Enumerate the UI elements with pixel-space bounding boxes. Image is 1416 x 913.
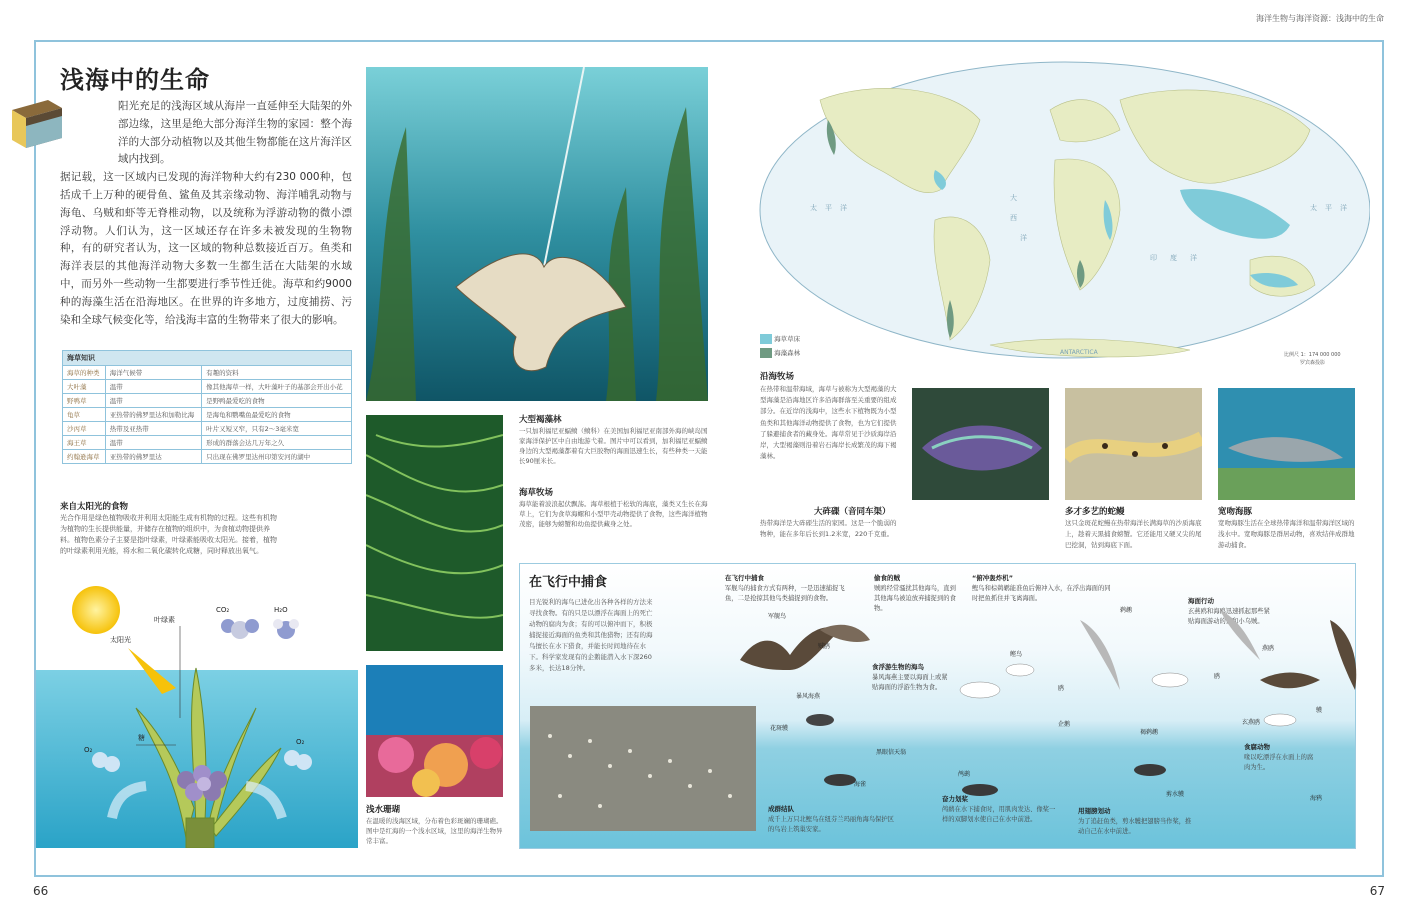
table-row — [63, 394, 352, 408]
ocean-block-icon — [8, 96, 66, 154]
table-cell: 是海龟和鹦嘴鱼最爱吃的食物 — [202, 408, 352, 422]
bird-label-petrel: 鹱 — [1316, 707, 1323, 714]
bird-note-title: 成群结队 — [768, 805, 794, 813]
birds-water — [960, 664, 1296, 726]
eel-text: 这只金斑花蛇鳗在热带海洋长满海草的沙质海底上，趁着天黑捕食螃蟹。它还能用又硬又尖的尾巴挖洞，钻到海底下面。 — [1065, 519, 1202, 549]
clam-text: 热带海洋是大砗磲生活的家园。这是一个脆弱的物种，能在多年后长到1.2米宽，220千克重。 — [760, 519, 897, 538]
ocean-label-4: 大 — [1010, 194, 1017, 202]
bird-label-pelican: 鹈鹕 — [1120, 607, 1133, 614]
table-row — [63, 380, 352, 394]
label-sugar: 糖 — [138, 734, 145, 742]
coastal-heading: 沿海牧场 — [760, 372, 795, 382]
legend-item-seagrass — [760, 334, 800, 344]
sun-icon — [72, 586, 120, 634]
table-cell: 温带 — [105, 436, 201, 450]
map-projection: 罗宾森投影 — [1300, 360, 1326, 366]
ocean-label-2: 平 — [825, 204, 832, 212]
bird-note-text: 玄燕鸥和海鸥迅速抓起那些紧贴海面游动的鱼和小乌贼。 — [1188, 608, 1270, 625]
seabird-illustration — [720, 600, 1360, 840]
bird-label-frigatebird: 军舰鸟 — [768, 613, 787, 620]
table-cell: 亚热带的佛罗里达和加勒比海 — [105, 408, 201, 422]
dolphin-photo — [1218, 388, 1355, 500]
ocean-label-6: 洋 — [1020, 234, 1027, 242]
bird-note-text: 鲣鸟和棕鹈鹕能准鱼后俯冲入水，在浮出海面的同时把鱼抓住并飞离海面。 — [972, 585, 1111, 602]
table-cell: 沙丙草 — [63, 422, 106, 436]
bird-note-title: 在飞行中捕食 — [725, 574, 764, 582]
sunlight-heading: 来自太阳光的食物 — [60, 502, 129, 512]
bird-label-noddy: 玄燕鸥 — [1242, 719, 1261, 726]
bird-label-guillemot: 海鸦 — [1310, 795, 1323, 802]
page-number-right: 67 — [1369, 884, 1385, 898]
seagrass-photo — [366, 415, 503, 651]
kelp-text: 一只加利福尼亚蝠鲼（鲼科）在美国加利福尼亚南部外海的峡岛国家海洋保护区中自由地游弋着。图片中可以看到，加利福尼亚蝠鲼身边的大型褐藻都着有大巨胶物的海面迅速生长，有些种类一天能长90厘米长。 — [519, 427, 708, 465]
bird-label-tern: 燕鸥 — [1262, 645, 1275, 652]
coral-heading: 浅水珊瑚 — [366, 805, 401, 815]
legend-item-kelp — [760, 348, 800, 358]
table-row — [63, 422, 352, 436]
bird-note-title: 食浮游生物的海鸟 — [872, 663, 924, 671]
bird-label-puffin: 海雀 — [854, 781, 867, 788]
bird-label-gannet: 鲣鸟 — [1010, 651, 1023, 658]
bird-label-penguin: 企鹅 — [1058, 721, 1071, 728]
bird-label-cormorant: 鸬鹚 — [958, 771, 971, 778]
sunlight-text: 光合作用是绿色植物吸收并利用太阳能生成有机物的过程。这些有机物为植物的生长提供能量，并储存在植物的组织中，为食植动物提供养料。植物色素分子主要是指叶绿素，叶绿素能吸收太阳光。接着，植物的叶绿素利用光能，将水和二氧化碳转化成糖，同时释放出氧气。 — [60, 514, 277, 555]
table-cell: 亚热带的佛罗里达 — [105, 450, 201, 464]
bird-note-text: 鸬鹚在水下捕食时，用肌肉发达、像桨一样的双脚划水使自己在水中前进。 — [942, 806, 1056, 823]
giant-clam-photo — [912, 388, 1049, 500]
table-cell: 有趣的资料 — [202, 366, 352, 380]
table-cell: 是野鸭最爱吃的食物 — [202, 394, 352, 408]
ocean-label-8: 度 — [1170, 254, 1177, 262]
h2o-molecule — [273, 619, 299, 639]
bird-note-text: 贼鸥经常骚扰其他海鸟，直到其他海鸟被迫放弃捕捉到的食物。 — [874, 585, 956, 612]
eel-heading: 多才多艺的蛇鳗 — [1065, 507, 1125, 517]
ocean-label-1: 太 — [810, 204, 817, 212]
bird-note-title: 偷食的贼 — [874, 574, 900, 582]
label-o2-left: O₂ — [84, 746, 93, 754]
seabird-intro: 目光锐利的海鸟已进化出各种各样的方法来寻找食物。有的只是以漂浮在海面上的死亡动物的腐肉为食；有的可以俯冲而下，积极捕捉接近海面的鱼类和其他猎物；还有的海鸟擅长在水下猎食，并能长时间地待在水下。科学家发现有的企鹅能潜入水下深260多米，长达18分钟。 — [529, 598, 653, 672]
label-h2o: H₂O — [274, 606, 288, 614]
bird-label-brown-pelican: 褐鹈鹕 — [1140, 729, 1159, 736]
table-row — [63, 436, 352, 450]
bird-note-title: “俯冲轰炸机” — [972, 574, 1014, 582]
bird-label-gull-2: 鸥 — [1214, 673, 1221, 680]
bird-note-title: 奋力划桨 — [942, 795, 968, 803]
seagrass-heading: 海草牧场 — [519, 488, 554, 498]
table-cell: 约翰逊海草 — [63, 450, 106, 464]
table-cell: 海洋气候带 — [105, 366, 201, 380]
ocean-label-9: 洋 — [1190, 254, 1197, 262]
bird-note-text: 暴风海燕主要以海面上或紧贴海面的浮游生物为食。 — [872, 674, 948, 691]
dolphin-text: 宽吻海豚生活在全球热带海洋和温带海洋区域的浅水中。宽吻海豚是群居动物，喜欢结伴成群地游动捕食。 — [1218, 519, 1355, 549]
table-cell: 只出现在佛罗里达州印第安河的湖中 — [202, 450, 352, 464]
ocean-label-5: 西 — [1010, 214, 1017, 222]
legend-label-seagrass: 海草草床 — [774, 335, 801, 343]
page-title: 浅海中的生命 — [60, 65, 210, 94]
bird-label-storm-petrel: 暴风海燕 — [796, 693, 821, 700]
table-cell: 龟草 — [63, 408, 106, 422]
ocean-label-10: 太 — [1310, 204, 1317, 212]
bird-label-diving-shearwater: 剪水鹱 — [1166, 791, 1185, 798]
running-head: 海洋生物与海洋资源：浅海中的生命 — [1256, 14, 1384, 23]
seabird-heading: 在飞行中捕食 — [529, 575, 608, 590]
bird-note-text: 成千上万只北鲣鸟在纽芬兰玛丽角海鸟保护区的鸟岩上筑巢安家。 — [768, 816, 894, 833]
table-cell: 像其他海草一样，大叶藻叶子的基部会开出小花 — [202, 380, 352, 394]
table-cell: 野鸭草 — [63, 394, 106, 408]
table-header: 海草知识 — [63, 351, 352, 366]
ocean-label-3: 洋 — [840, 204, 847, 212]
manta-ray-photo — [366, 67, 708, 401]
map-legend — [760, 334, 800, 358]
label-sunlight: 太阳光 — [110, 636, 131, 644]
coral-reef-photo — [366, 665, 503, 797]
ocean-label-12: 洋 — [1340, 204, 1347, 212]
snake-eel-photo — [1065, 388, 1202, 500]
bird-label-gull: 鸥 — [1058, 685, 1065, 692]
seagrass-knowledge-table — [62, 350, 352, 464]
intro-text — [60, 98, 352, 329]
dolphin-heading: 宽吻海豚 — [1218, 507, 1253, 517]
bird-label-albatross: 黑眼信天翁 — [876, 749, 907, 756]
legend-label-kelp: 海藻森林 — [774, 349, 801, 357]
coastal-text: 在热带和温带海域，海草与被称为大型褐藻的大型海藻是沿海地区许多沿海群落至关重要的组成部分。在近岸的浅海中，这些水下植物既为小型鱼类和其他海洋动物提供了食物，也为它们提供了躲避捕食者的藏身处。海草常见于沙质海岸沿岸，大型褐藻则沿着岩石海岸长成繁茂的海下褐藻林。 — [760, 385, 897, 461]
antarctica-label: ANTARCTICA — [1060, 349, 1098, 356]
legend-swatch-seagrass — [760, 334, 772, 344]
ocean-label-7: 印 — [1150, 254, 1157, 262]
table-row — [63, 450, 352, 464]
clam-heading: 大砗磲（音同车渠） — [814, 507, 891, 517]
table-cell: 大叶藻 — [63, 380, 106, 394]
photosynthesis-diagram — [36, 578, 358, 848]
map-scale: 比例尺 1：174 000 000 — [1284, 352, 1341, 358]
table-row — [63, 366, 352, 380]
bird-label-skua: 贼鸥 — [818, 643, 831, 650]
bird-note-title: 食腐动物 — [1244, 743, 1270, 751]
seagrass-text: 海草能着波浪起伏飘荡。海草根植于松软的海底，藻类又生长在海草上，它们为食草海螺和小型甲壳动物提供了食物，这些海洋植物茂密，能够为螃蟹和幼鱼提供藏身之处。 — [519, 500, 708, 528]
table-cell: 温带 — [105, 380, 201, 394]
table-cell: 温带 — [105, 394, 201, 408]
label-co2: CO₂ — [216, 606, 230, 614]
intro-indent-text: 阳光充足的浅海区域从海岸一直延伸至大陆架的外部边缘，这里是绝大部分海洋生物的家园：整个海洋的大部分动植物以及其他生物都能在这片海洋区域内找到。 — [118, 100, 352, 166]
bird-note-text: 军舰鸟的捕食方式有两种，一是迅速捕捉飞鱼，二是抢掠其他鸟类捕捉到的食物。 — [725, 585, 845, 602]
bird-note-title: 用翅膀划动 — [1078, 807, 1111, 815]
table-cell: 海王草 — [63, 436, 106, 450]
intro-body-text: 据记载，这一区域内已发现的海洋物种大约有230 000种，包括成千上万种的硬骨鱼、鲨鱼及其亲缘动物、海洋哺乳动物与海龟、乌贼和虾等无脊椎动物，以及统称为浮游动物的微小漂浮动物。人们认为，这一区域还存在许多未被发现的生物物种，有的研究者认为，这一区域的物种总数接近百万。鱼类和海洋表层的其他海洋动物大多数一生都生活在大陆架的水域中，而另外一些动物一生都要进行季节性迁徙。海草和约9000种的海藻生活在沿海地区。在世界的许多地方，过度捕捞、污染和全球气候变化等，给浅海丰富的生物带来了很大的影响。 — [60, 171, 352, 326]
ocean-label-11: 平 — [1325, 204, 1332, 212]
bird-label-shearwater: 花斑鹱 — [770, 725, 789, 732]
bird-note-text: 为了追赶鱼类，剪水鹱把翅膀当作桨，推动自己在水中前进。 — [1078, 818, 1192, 835]
bird-note-text: 喙以吃漂浮在水面上的腐肉为生。 — [1244, 754, 1314, 771]
table-cell: 热带及亚热带 — [105, 422, 201, 436]
world-map — [750, 60, 1370, 370]
page-number-left: 66 — [33, 884, 49, 898]
table-cell: 海草的种类 — [63, 366, 106, 380]
co2-molecule — [221, 619, 259, 639]
table-cell: 形成的群落会达几万年之久 — [202, 436, 352, 450]
legend-swatch-kelp — [760, 348, 772, 358]
kelp-heading: 大型褐藻林 — [519, 415, 562, 425]
bird-note-title: 海面行动 — [1188, 597, 1214, 605]
table-row — [63, 408, 352, 422]
label-chlorophyll: 叶绿素 — [154, 616, 175, 624]
table-cell: 叶片又短又窄，只有2～3毫米宽 — [202, 422, 352, 436]
label-o2-right: O₂ — [296, 738, 305, 746]
coral-text: 在温暖的浅海区域，分布着色彩斑斓的珊瑚礁。图中是红海的一个浅水区域，这里的海洋生物异常丰富。 — [366, 817, 503, 845]
